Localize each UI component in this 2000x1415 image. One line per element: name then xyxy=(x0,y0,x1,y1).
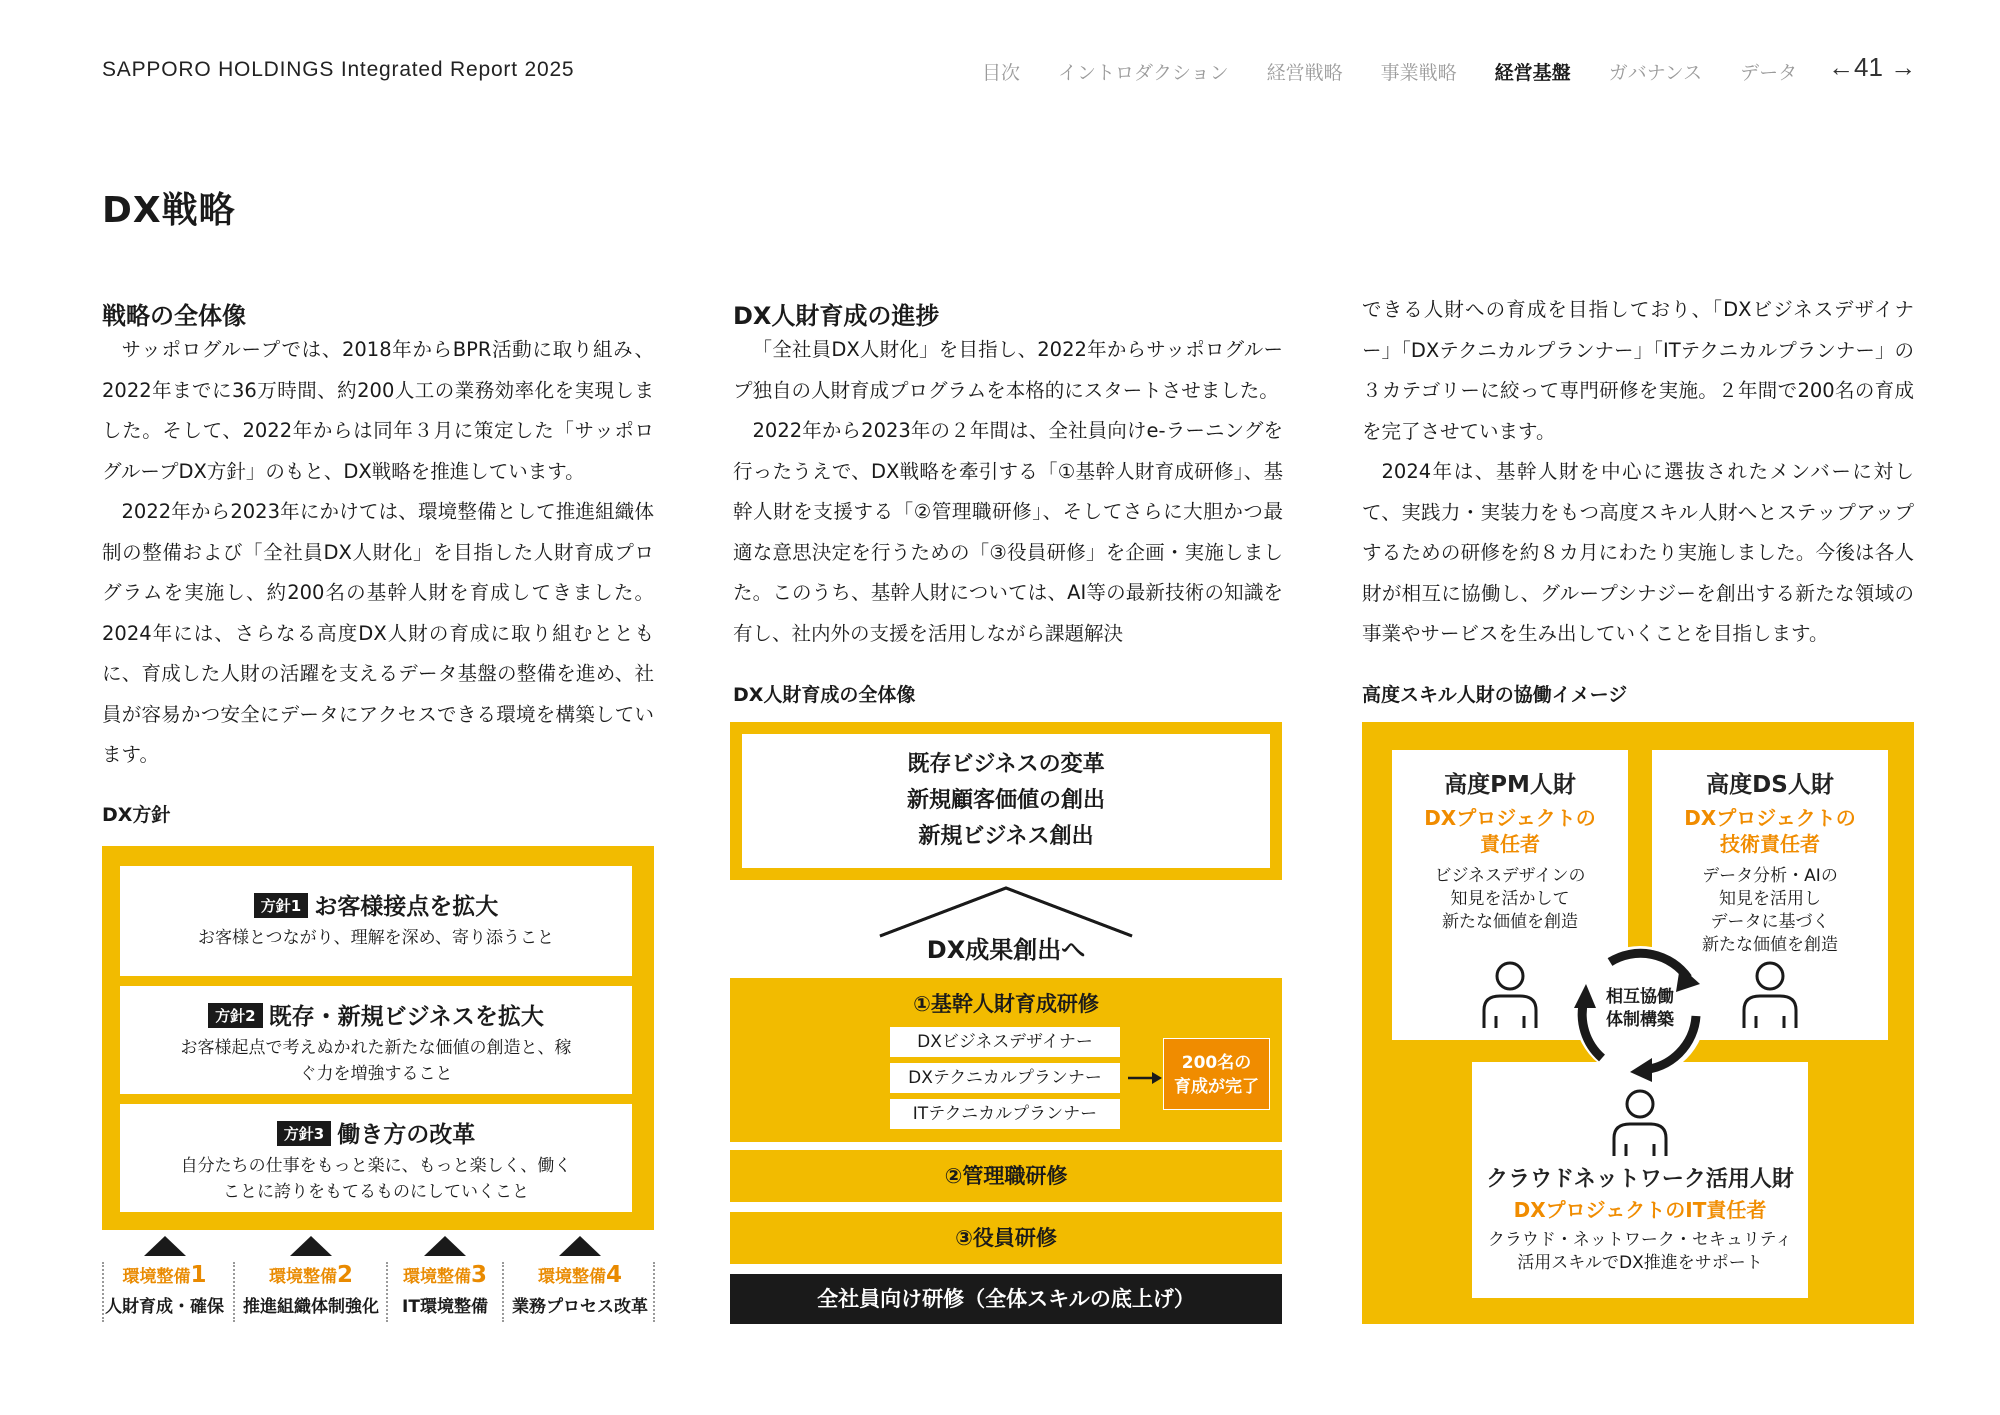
nav-item-business[interactable]: 事業戦略 xyxy=(1380,62,1457,84)
ds-desc: データ分析・AIの xyxy=(1702,866,1838,886)
ds-desc: データに基づく xyxy=(1710,912,1830,932)
policy-title: 働き方の改革 xyxy=(337,1122,476,1148)
triangle-up-icon xyxy=(424,1236,466,1256)
policy-card-1 xyxy=(120,866,632,976)
training-chip: DXテクニカルプランナー xyxy=(890,1063,1120,1093)
training-executive-box: ③役員研修 xyxy=(730,1212,1282,1264)
page-title: DX戦略 xyxy=(102,190,236,231)
env-desc: 業務プロセス改革 xyxy=(512,1297,648,1317)
next-page-arrow-icon[interactable]: → xyxy=(1890,52,1917,82)
policy-title: 既存・新規ビジネスを拡大 xyxy=(268,1004,544,1030)
triangle-up-icon xyxy=(559,1236,601,1256)
nav-item-data[interactable]: データ xyxy=(1740,62,1798,84)
paragraph: 2024年は、基幹人財を中心に選抜されたメンバーに対して、実践力・実装力をもつ高度スキル人財へとステップアップするための研修を約８カ月にわたり実施しました。今後は各人財が相互に協働し、グループシナジーを創出する新たな領域の事業やサービスを生み出していくことを目指します。 xyxy=(1362,460,1914,645)
nav-item-contents[interactable]: 目次 xyxy=(982,62,1021,84)
env-number: 2 xyxy=(336,1262,353,1288)
result-line: 200名の xyxy=(1181,1053,1252,1073)
prev-page-arrow-icon[interactable]: ← xyxy=(1828,52,1854,82)
result-line: 育成が完了 xyxy=(1174,1077,1259,1097)
training-core-title: ①基幹人財育成研修 xyxy=(913,992,1099,1016)
paragraph: 2022年から2023年の２年間は、全社員向けe-ラーニングを行ったうえで、DX戦略を牽引する「①基幹人財育成研修」、基幹人財を支援する「②管理職研修」、そしてさらに大胆かつ最適な意思決定を行うための「③役員研修」を企画・実施しました。このうち、基幹人財については、AI等の最新技術の知識を有し、社内外の支援を活用しながら課題解決 xyxy=(733,419,1283,645)
overview-text xyxy=(102,330,654,776)
divider xyxy=(386,1262,388,1322)
top-nav xyxy=(982,58,1797,85)
nav-item-strategy[interactable]: 経営戦略 xyxy=(1266,62,1343,84)
env-item-1 xyxy=(102,1236,227,1317)
divider xyxy=(102,1262,104,1322)
cycle-line: 相互協働 xyxy=(1606,987,1674,1007)
divider xyxy=(502,1262,504,1322)
env-desc: IT環境整備 xyxy=(402,1297,488,1317)
policy-tag: 方針1 xyxy=(254,893,308,918)
env-desc: 人財育成・確保 xyxy=(105,1297,224,1317)
cloud-title: クラウドネットワーク活用人財 xyxy=(1486,1167,1794,1192)
nav-item-governance[interactable]: ガバナンス xyxy=(1608,62,1703,84)
env-label: 環境整備 xyxy=(268,1267,337,1287)
goal-line: 新規ビジネス創出 xyxy=(918,824,1094,849)
cycle-center-label xyxy=(1590,986,1690,1032)
training-manager-box: ②管理職研修 xyxy=(730,1150,1282,1202)
dx-policy-label: DX方針 xyxy=(102,804,171,826)
page-number: 41 xyxy=(1854,52,1883,82)
progress-text xyxy=(733,330,1283,654)
paragraph: できる人財への育成を目指しており、「DXビジネスデザイナー」「DXテクニカルプランナー」「ITテクニカルプランナー」の３カテゴリーに絞って専門研修を実施。２年間で200名の育成を完了させています。 xyxy=(1362,298,1914,443)
training-chip: DXビジネスデザイナー xyxy=(890,1027,1120,1057)
dx-talent-diagram-label: DX人財育成の全体像 xyxy=(733,684,916,706)
pm-desc: 知見を活かして xyxy=(1450,889,1570,909)
env-item-2 xyxy=(240,1236,382,1317)
dx-policy-box xyxy=(102,846,654,1230)
triangle-up-icon xyxy=(290,1236,332,1256)
goal-box xyxy=(742,734,1270,868)
divider xyxy=(233,1262,235,1322)
paragraph: 「全社員DX人財化」を目指し、2022年からサッポログループ独自の人財育成プログラムを本格的にスタートさせました。 xyxy=(733,338,1283,402)
goal-line: 既存ビジネスの変革 xyxy=(907,752,1105,777)
triangle-up-icon xyxy=(144,1236,186,1256)
cycle-line: 体制構築 xyxy=(1606,1010,1674,1030)
env-label: 環境整備 xyxy=(122,1267,191,1287)
arrow-right-icon xyxy=(1128,1070,1162,1086)
policy-desc: 自分たちの仕事をもっと楽に、もっと楽しく、働くことに誇りをもてるものにしていくこと xyxy=(180,1156,572,1202)
env-label: 環境整備 xyxy=(537,1267,606,1287)
collaboration-diagram-label: 高度スキル人財の協働イメージ xyxy=(1362,684,1628,706)
pm-desc: 新たな価値を創造 xyxy=(1442,912,1578,932)
person-icon xyxy=(1610,1088,1670,1158)
training-chip: ITテクニカルプランナー xyxy=(890,1099,1120,1129)
cloud-desc: 活用スキルでDX推進をサポート xyxy=(1517,1253,1763,1273)
person-icon xyxy=(1740,960,1800,1030)
policy-tag: 方針2 xyxy=(208,1003,262,1028)
ds-role: 技術責任者 xyxy=(1720,832,1820,856)
nav-item-introduction[interactable]: イントロダクション xyxy=(1058,62,1229,84)
env-desc: 推進組織体制強化 xyxy=(243,1297,379,1317)
roof-label: DX成果創出へ xyxy=(926,936,1086,964)
env-item-4 xyxy=(508,1236,652,1317)
pm-role: 責任者 xyxy=(1480,832,1540,856)
pm-role: DXプロジェクトの xyxy=(1424,806,1596,830)
policy-title: お客様接点を拡大 xyxy=(314,894,499,920)
ds-desc: 新たな価値を創造 xyxy=(1702,935,1838,955)
report-title: SAPPORO HOLDINGS Integrated Report 2025 xyxy=(102,58,575,81)
paragraph: サッポログループでは、2018年からBPR活動に取り組み、2022年までに36万時間、約200人工の業務効率化を実現しました。そして、2022年からは同年３月に策定した「サッポログループDX方針」のもと、DX戦略を推進しています。 xyxy=(102,338,654,483)
policy-desc: お客様とつながり、理解を深め、寄り添うこと xyxy=(198,928,554,948)
ds-role: DXプロジェクトの xyxy=(1684,806,1856,830)
training-all-staff-box: 全社員向け研修（全体スキルの底上げ） xyxy=(730,1274,1282,1324)
ds-desc: 知見を活用し xyxy=(1719,889,1821,909)
person-icon xyxy=(1480,960,1540,1030)
env-item-3 xyxy=(392,1236,498,1317)
paragraph: 2022年から2023年にかけては、環境整備として推進組織体制の整備および「全社員DX人財化」を目指した人財育成プログラムを実施し、約200名の基幹人財を育成してきました。2024年には、さらなる高度DX人財の育成に取り組むとともに、育成した人財の活躍を支えるデータ基盤の整備を進め、社員が容易かつ安全にデータにアクセスできる環境を構築しています。 xyxy=(102,500,654,766)
continued-text xyxy=(1362,290,1914,655)
env-number: 4 xyxy=(605,1262,622,1288)
ds-title: 高度DS人財 xyxy=(1706,772,1834,798)
cloud-desc: クラウド・ネットワーク・セキュリティ xyxy=(1487,1230,1793,1250)
divider xyxy=(653,1262,655,1322)
env-label: 環境整備 xyxy=(402,1267,471,1287)
policy-tag: 方針3 xyxy=(277,1121,331,1146)
nav-item-foundation[interactable]: 経営基盤 xyxy=(1494,62,1571,84)
env-number: 1 xyxy=(190,1262,207,1288)
env-number: 3 xyxy=(470,1262,487,1288)
pm-title: 高度PM人財 xyxy=(1444,772,1576,798)
policy-desc: お客様起点で考えぬかれた新たな価値の創造と、稼ぐ力を増強すること xyxy=(180,1038,572,1084)
goal-line: 新規顧客価値の創出 xyxy=(906,788,1105,813)
result-badge xyxy=(1163,1038,1270,1110)
section-heading-progress: DX人財育成の進捗 xyxy=(733,302,940,330)
page-pager xyxy=(1828,52,1916,83)
pm-desc: ビジネスデザインの xyxy=(1434,866,1586,886)
cloud-role: DXプロジェクトのIT責任者 xyxy=(1513,1198,1767,1222)
policy-card-3 xyxy=(120,1104,632,1212)
policy-card-2 xyxy=(120,986,632,1094)
section-heading-overview: 戦略の全体像 xyxy=(102,302,246,330)
